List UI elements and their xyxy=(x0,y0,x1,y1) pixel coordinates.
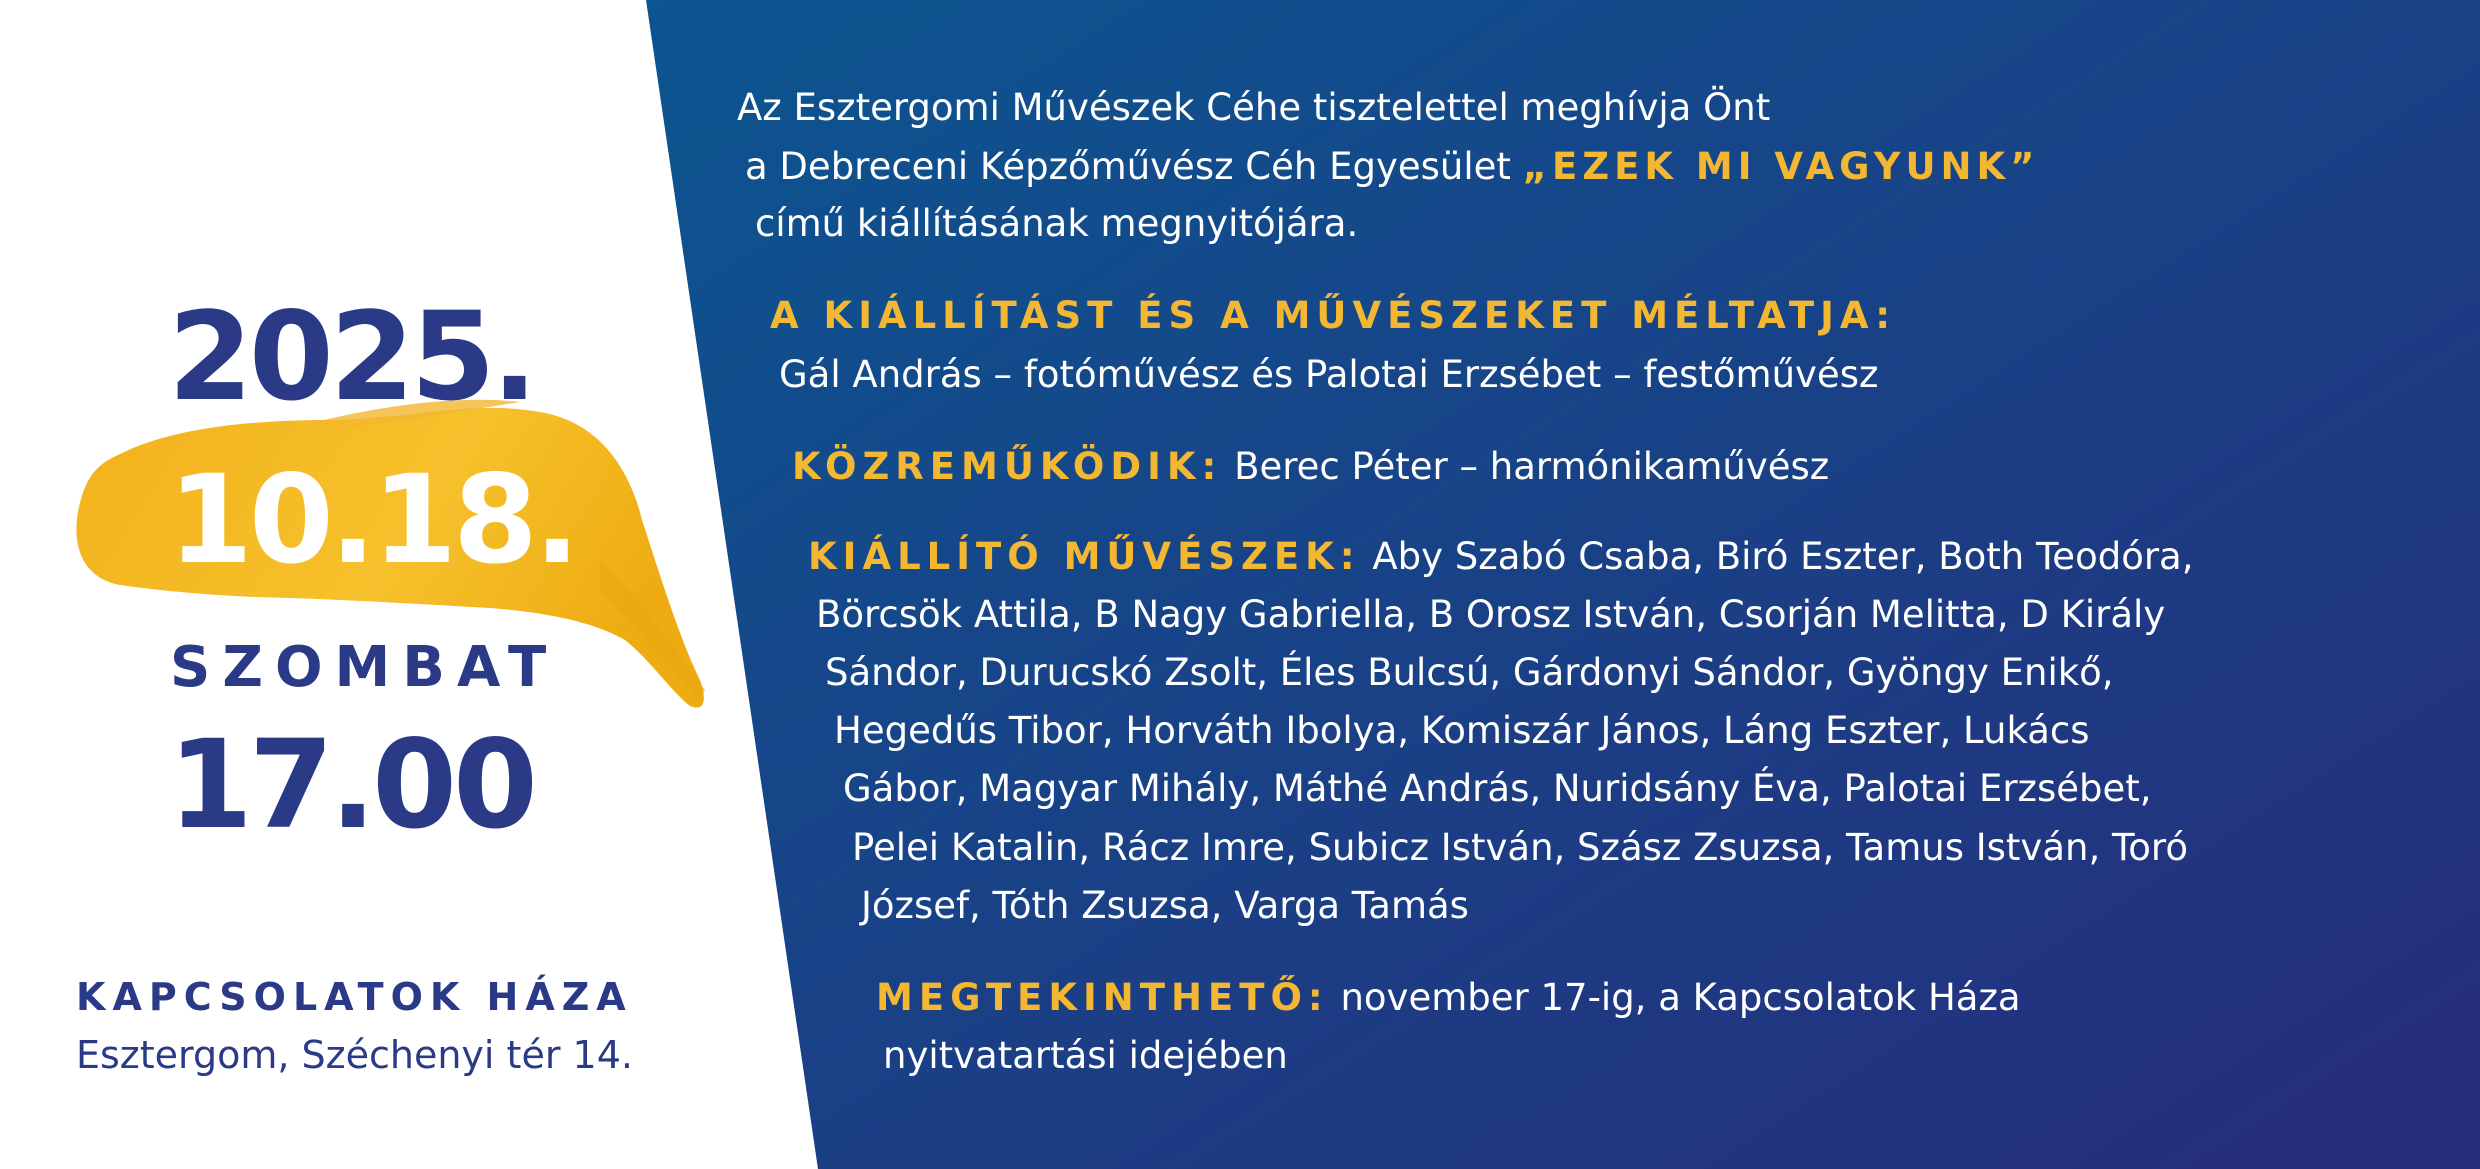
event-time: 17.00 xyxy=(168,714,534,856)
honoree-text: Gál András – fotóművész és Palotai Erzsébet – festőművész xyxy=(779,353,1879,396)
contributor-text: Berec Péter – harmónikaművész xyxy=(1234,445,1830,488)
viewing-line-2: nyitvatartási idejében xyxy=(883,1034,1288,1077)
invitation-line-2-text: a Debreceni Képzőművész Céh Egyesület xyxy=(745,145,1511,188)
exhibition-title: „EZEK MI VAGYUNK” xyxy=(1522,145,2040,188)
venue-name: KAPCSOLATOK HÁZA xyxy=(76,975,633,1019)
artists-text-1: Aby Szabó Csaba, Biró Eszter, Both Teodóra, xyxy=(1372,535,2194,578)
invitation-line-2 xyxy=(745,145,2040,188)
event-day: SZOMBAT xyxy=(170,635,559,700)
artists-line-4: Hegedűs Tibor, Horváth Ibolya, Komiszár János, Láng Eszter, Lukács xyxy=(834,709,2090,752)
honoree-heading: A KIÁLLÍTÁST ÉS A MŰVÉSZEKET MÉLTATJA: xyxy=(770,294,1896,337)
viewing-heading: MEGTEKINTHETŐ: xyxy=(876,976,1329,1019)
artists-heading: KIÁLLÍTÓ MŰVÉSZEK: xyxy=(808,535,1361,578)
artists-line-2: Börcsök Attila, B Nagy Gabriella, B Orosz István, Csorján Melitta, D Király xyxy=(816,593,2166,636)
artists-line-7: József, Tóth Zsuzsa, Varga Tamás xyxy=(861,884,1469,927)
artists-line-5: Gábor, Magyar Mihály, Máthé András, Nuridsány Éva, Palotai Erzsébet, xyxy=(843,767,2152,810)
event-year: 2025. xyxy=(168,286,534,428)
viewing-text-1: november 17-ig, a Kapcsolatok Háza xyxy=(1340,976,2021,1019)
viewing-line-1 xyxy=(876,976,2021,1019)
artists-line-1 xyxy=(808,535,2194,578)
event-date: 10.18. xyxy=(168,449,577,591)
invitation-line-1: Az Esztergomi Művészek Céhe tisztelettel meghívja Önt xyxy=(737,86,1771,129)
invitation-line-3: című kiállításának megnyitójára. xyxy=(755,202,1359,245)
contributor-heading: KÖZREMŰKÖDIK: xyxy=(792,445,1223,488)
artists-line-6: Pelei Katalin, Rácz Imre, Subicz István, Szász Zsuzsa, Tamus István, Toró xyxy=(852,826,2188,869)
contributor-line xyxy=(792,445,1830,488)
artists-line-3: Sándor, Durucskó Zsolt, Éles Bulcsú, Gárdonyi Sándor, Gyöngy Enikő, xyxy=(825,651,2114,694)
venue-address: Esztergom, Széchenyi tér 14. xyxy=(76,1033,633,1077)
